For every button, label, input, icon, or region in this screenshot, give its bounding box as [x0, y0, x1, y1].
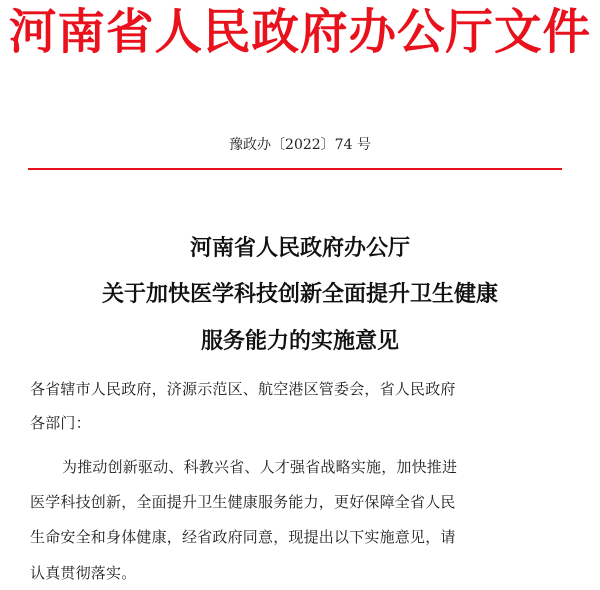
- document-title-line-1: 河南省人民政府办公厅: [189, 236, 410, 261]
- paragraph-line-1: 为推动创新驱动、科教兴省、人才强省战略实施，加快推进: [62, 458, 458, 476]
- red-divider-line: [28, 168, 562, 170]
- paragraph-line-4: 认真贯彻落实。: [30, 564, 137, 582]
- recipients-line-2: 各部门：: [30, 414, 91, 432]
- masthead-title: 河南省人民政府办公厅文件: [8, 4, 592, 60]
- document-number: 豫政办〔2022〕74 号: [229, 137, 371, 153]
- recipients-line-1: 各省辖市人民政府，济源示范区、航空港区管委会，省人民政府: [30, 380, 456, 398]
- document-title-line-3: 服务能力的实施意见: [200, 329, 399, 354]
- document-title-line-2: 关于加快医学科技创新全面提升卫生健康: [101, 282, 498, 307]
- paragraph-line-3: 生命安全和身体健康，经省政府同意，现提出以下实施意见，请: [30, 528, 456, 546]
- paragraph-line-2: 医学科技创新，全面提升卫生健康服务能力，更好保障全省人民: [30, 493, 456, 511]
